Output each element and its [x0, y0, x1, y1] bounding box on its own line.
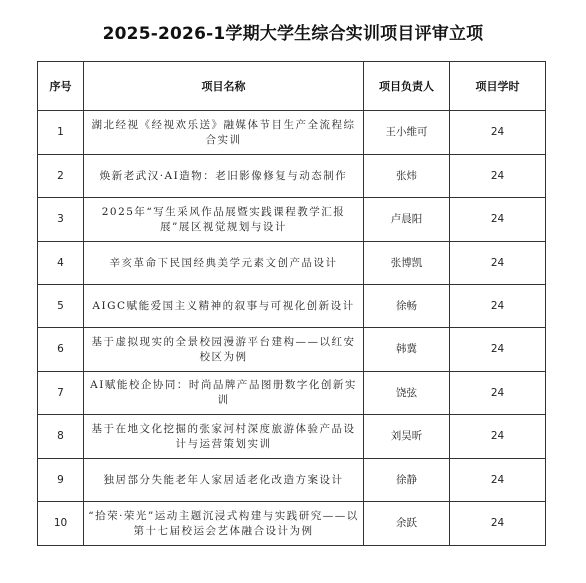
table-row [38, 459, 546, 502]
row-project-name: 辛亥革命下民国经典美学元素文创产品设计 [84, 242, 364, 285]
row-leader: 徐畅 [364, 285, 450, 328]
row-leader: 刘昊昕 [364, 415, 450, 459]
row-leader: 徐静 [364, 459, 450, 502]
row-hours: 24 [450, 415, 546, 459]
row-hours: 24 [450, 111, 546, 155]
project-table [37, 61, 546, 546]
row-project-name: 焕新老武汉·AI造物：老旧影像修复与动态制作 [84, 155, 364, 198]
table-row [38, 155, 546, 198]
row-hours: 24 [450, 328, 546, 372]
table-row [38, 328, 546, 372]
header-hours: 项目学时 [450, 62, 546, 111]
table-row [38, 285, 546, 328]
row-leader: 张博凯 [364, 242, 450, 285]
row-leader: 卢晨阳 [364, 198, 450, 242]
row-index: 9 [38, 459, 84, 502]
table-header-row [38, 62, 546, 111]
row-project-name: 湖北经视《经视欢乐送》融媒体节目生产全流程综合实训 [84, 111, 364, 155]
row-hours: 24 [450, 372, 546, 415]
table-row [38, 415, 546, 459]
row-project-name: 独居部分失能老年人家居适老化改造方案设计 [84, 459, 364, 502]
row-hours: 24 [450, 242, 546, 285]
row-index: 1 [38, 111, 84, 155]
table-row [38, 198, 546, 242]
row-leader: 张炜 [364, 155, 450, 198]
table-row [38, 111, 546, 155]
table-row [38, 242, 546, 285]
row-index: 4 [38, 242, 84, 285]
row-hours: 24 [450, 502, 546, 546]
row-project-name: AI赋能校企协同：时尚品牌产品图册数字化创新实训 [84, 372, 364, 415]
row-project-name: 基于虚拟现实的全景校园漫游平台建构——以红安校区为例 [84, 328, 364, 372]
row-index: 6 [38, 328, 84, 372]
row-leader: 余跃 [364, 502, 450, 546]
table-row [38, 372, 546, 415]
row-leader: 饶弦 [364, 372, 450, 415]
row-hours: 24 [450, 198, 546, 242]
page-title: 2025-2026-1学期大学生综合实训项目评审立项 [102, 24, 484, 44]
row-hours: 24 [450, 155, 546, 198]
row-project-name: “拾荣·荣光”运动主题沉浸式构建与实践研究——以第十七届校运会艺体融合设计为例 [84, 502, 364, 546]
row-index: 8 [38, 415, 84, 459]
row-hours: 24 [450, 285, 546, 328]
row-index: 5 [38, 285, 84, 328]
row-project-name: AIGC赋能爱国主义精神的叙事与可视化创新设计 [84, 285, 364, 328]
header-leader: 项目负责人 [364, 62, 450, 111]
table-row [38, 502, 546, 546]
row-project-name: 2025年“写生采风作品展暨实践课程教学汇报展”展区视觉规划与设计 [84, 198, 364, 242]
row-project-name: 基于在地文化挖掘的张家河村深度旅游体验产品设计与运营策划实训 [84, 415, 364, 459]
header-index: 序号 [38, 62, 84, 111]
row-index: 3 [38, 198, 84, 242]
row-leader: 王小维可 [364, 111, 450, 155]
row-hours: 24 [450, 459, 546, 502]
row-index: 7 [38, 372, 84, 415]
row-leader: 韩冀 [364, 328, 450, 372]
header-project-name: 项目名称 [84, 62, 364, 111]
row-index: 10 [38, 502, 84, 546]
row-index: 2 [38, 155, 84, 198]
